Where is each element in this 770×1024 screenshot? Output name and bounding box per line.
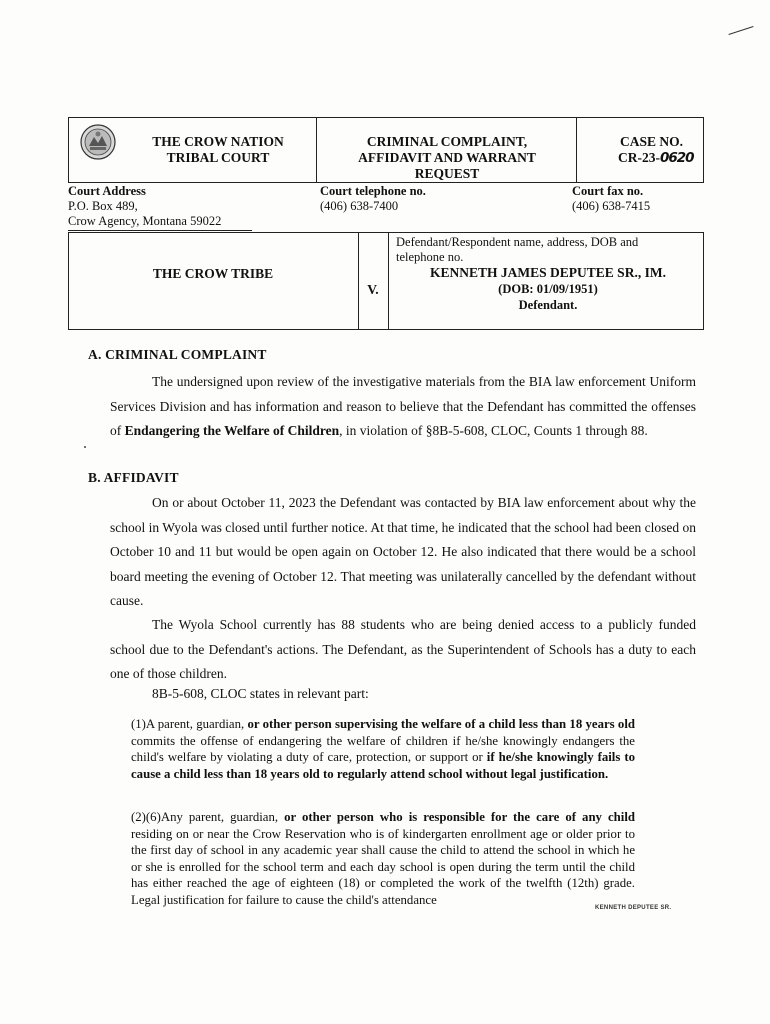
complaint-paragraph — [110, 370, 696, 444]
defendant-label: Defendant/Respondent name, address, DOB and — [396, 235, 639, 249]
quote-text: (2)(6)Any parent, guardian, — [131, 810, 285, 824]
defendant-role: Defendant. — [518, 298, 578, 312]
court-address-line: P.O. Box 489, — [68, 199, 138, 213]
footer-defendant-name: KENNETH DEPUTEE SR. — [595, 905, 672, 911]
court-name — [118, 134, 318, 166]
court-phone-value: (406) 638-7400 — [320, 199, 399, 213]
stray-dot — [84, 446, 86, 448]
court-fax — [572, 184, 650, 214]
court-fax-label: Court fax no. — [572, 184, 644, 198]
court-address-line: Crow Agency, Montana 59022 — [68, 214, 222, 228]
case-number-handwritten: 0620 — [660, 150, 694, 166]
court-address-label: Court Address — [68, 184, 146, 198]
court-address — [68, 184, 221, 229]
tribal-seal-icon — [80, 124, 116, 160]
parties-right-border — [703, 232, 704, 330]
quote-text: commits the offense of endangering the welfare of children if he/she knowingly endangers the child's welfare by violating a duty of care, protection, or support or — [131, 733, 635, 765]
court-fax-value: (406) 638-7415 — [572, 199, 651, 213]
case-number-value — [618, 150, 694, 166]
quote-emphasis: if he/she knowingly fails to cause a child less than 18 years old to regularly attend school without legal justification. — [131, 750, 635, 781]
court-name-line: TRIBAL COURT — [166, 150, 270, 165]
complaint-text: , in violation of §8B-5-608, CLOC, Counts 1 through 88. — [339, 423, 648, 438]
quote-emphasis: or other person who is responsible for the care of any child — [284, 810, 636, 824]
stray-pen-mark — [728, 26, 753, 35]
defendant-name: KENNETH JAMES DEPUTEE SR., IM. — [430, 265, 666, 280]
section-a-heading: A. CRIMINAL COMPLAINT — [88, 347, 267, 362]
statute-intro: 8B-5-608, CLOC states in relevant part: — [152, 686, 369, 701]
case-number-prefix: CR-23- — [618, 150, 660, 165]
parties-bottom-border — [68, 329, 704, 330]
defendant-label: telephone no. — [396, 250, 464, 264]
court-phone-label: Court telephone no. — [320, 184, 426, 198]
complaint-text: The undersigned upon review of the investigative materials from the BIA law enforcement Uniform Services Division and has information and reason to believe that the Defendant has committed the offenses of — [110, 374, 696, 438]
case-number-block — [620, 134, 694, 166]
defendant-block — [396, 235, 700, 313]
document-title-line: AFFIDAVIT AND WARRANT — [358, 150, 536, 165]
offense-name: Endangering the Welfare of Children — [124, 423, 340, 438]
case-number-label: CASE NO. — [620, 134, 684, 149]
parties-divider — [358, 232, 359, 330]
plaintiff-name: THE CROW TRIBE — [152, 266, 274, 281]
court-phone — [320, 184, 426, 214]
court-name-line: THE CROW NATION — [152, 134, 284, 149]
statute-quote-1 — [131, 716, 635, 782]
statute-quote-2 — [131, 809, 635, 909]
section-b-heading: B. AFFIDAVIT — [88, 470, 179, 485]
quote-emphasis: or other person supervising the welfare of a child less than 18 years old — [247, 717, 635, 731]
quote-text: (1)A parent, guardian, — [131, 717, 248, 731]
affidavit-paragraph: On or about October 11, 2023 the Defendant was contacted by BIA law enforcement about why the school in Wyola was closed until further notice. At that time, he indicated that the school had been closed on October 10 and 11 but would be open again on October 12. He also indicated that there would be a school board meeting the evening of October 12. That meeting was unilaterally cancelled by the defendant without cause. — [110, 495, 696, 608]
document-title-line: CRIMINAL COMPLAINT, — [366, 134, 528, 149]
header-divider — [576, 117, 577, 183]
parties-divider — [388, 232, 389, 330]
defendant-dob: (DOB: 01/09/1951) — [498, 282, 598, 296]
quote-text: residing on or near the Crow Reservation who is of kindergarten enrollment age or older prior to the first day of school in any academic year shall cause the child to attend the school in which he or she is enrolled for the school term and each day school is open during the term until the child has either reached the age of eighteen (18) or completed the work of the twelfth (12th) grade. Legal justification for failure to cause the child's attendance — [131, 826, 635, 907]
document-title-line: REQUEST — [414, 166, 480, 181]
document-title — [318, 134, 576, 182]
versus-label: V. — [367, 282, 379, 297]
address-underline — [68, 230, 252, 231]
affidavit-paragraph: The Wyola School currently has 88 students who are being denied access to a publicly funded school due to the Defendant's actions. The Defendant, as the Superintendent of Schools has a duty to each one of those children. — [110, 617, 696, 681]
parties-top-border — [68, 232, 704, 233]
